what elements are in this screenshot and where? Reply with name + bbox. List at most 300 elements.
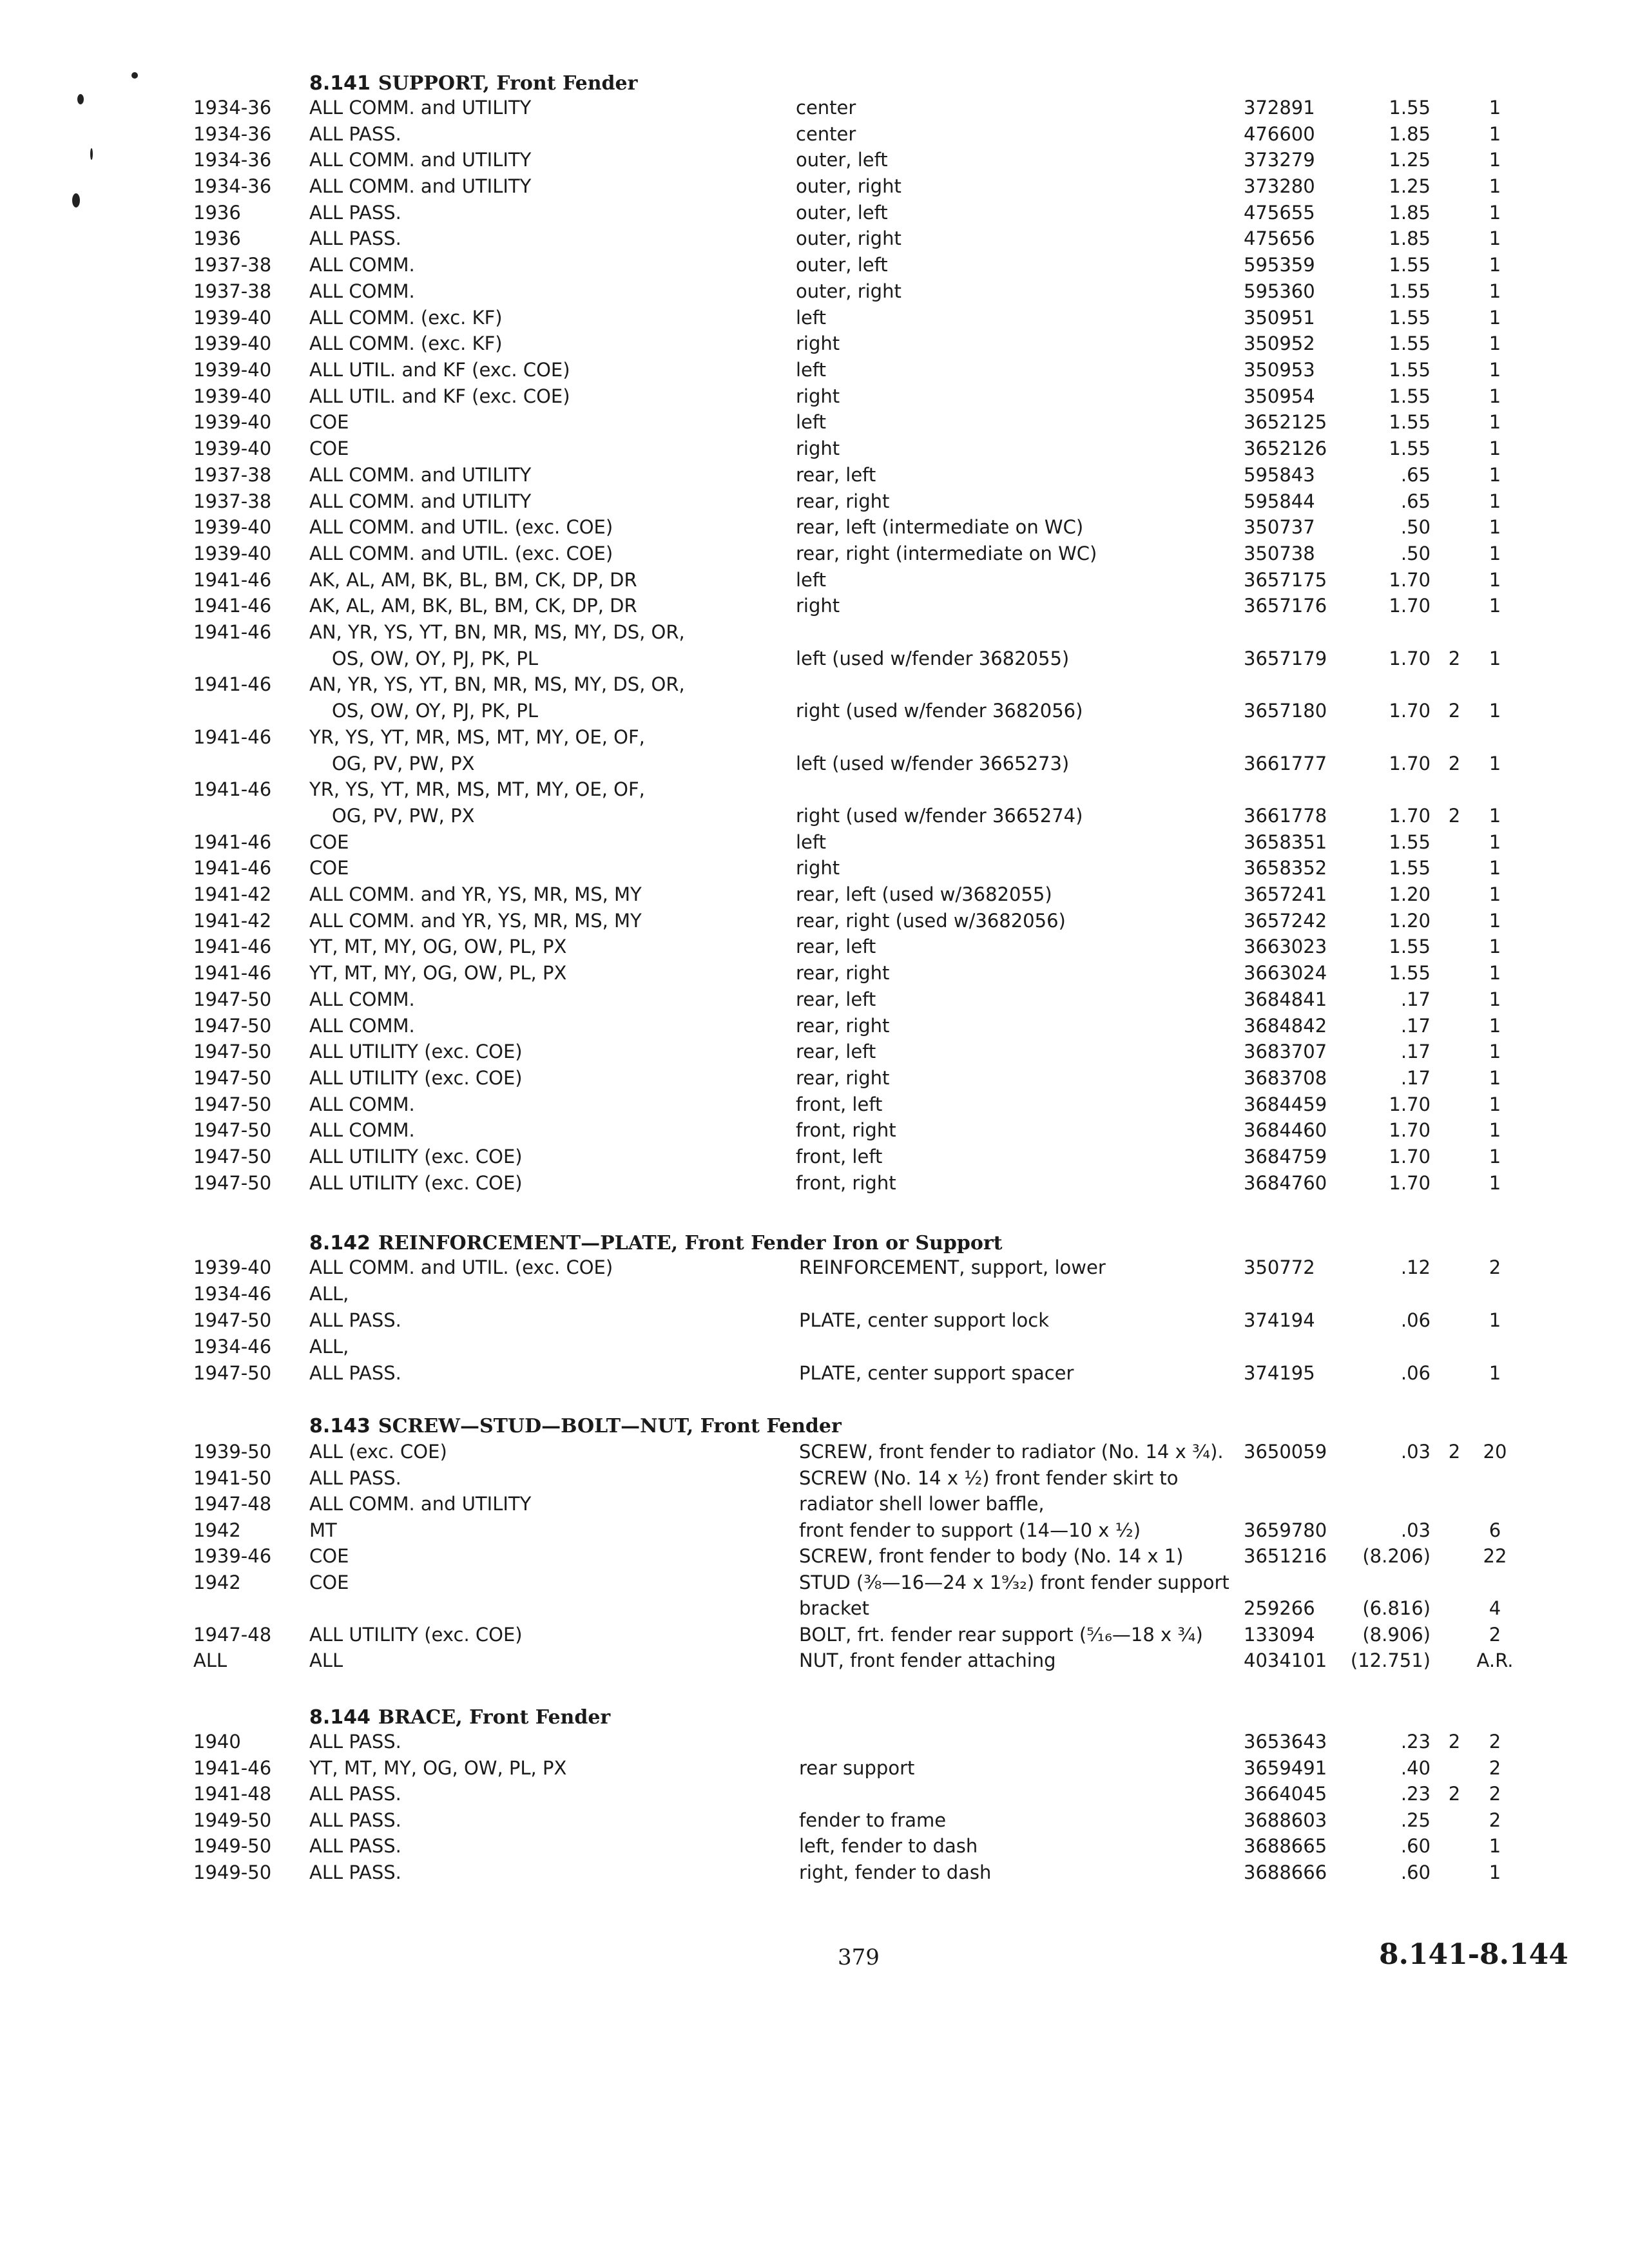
part-description: rear, right (intermediate on WC) bbox=[796, 543, 1097, 564]
list-price: 1.70 bbox=[1389, 648, 1431, 669]
model-applicability: ALL UTILITY (exc. COE) bbox=[309, 1624, 523, 1646]
part-number: 350954 bbox=[1244, 385, 1315, 407]
part-description: rear, left bbox=[796, 1041, 876, 1062]
model-years: 1942 bbox=[193, 1571, 241, 1593]
part-description: SCREW (No. 14 x ½) front fender skirt to bbox=[799, 1467, 1179, 1489]
parts-row bbox=[0, 1519, 1629, 1545]
model-applicability: ALL bbox=[309, 1649, 343, 1671]
list-price: .50 bbox=[1400, 516, 1431, 538]
part-number: 373280 bbox=[1244, 175, 1315, 197]
part-number: 3684841 bbox=[1244, 988, 1327, 1010]
model-years: 1941-46 bbox=[193, 569, 272, 591]
model-years: 1941-46 bbox=[193, 962, 272, 984]
part-number: 3650059 bbox=[1244, 1441, 1327, 1463]
model-applicability: ALL UTIL. and KF (exc. COE) bbox=[309, 385, 570, 407]
model-years: 1934-36 bbox=[193, 175, 272, 197]
qty-per-package: 1 bbox=[1489, 97, 1501, 119]
qty-per-unit: 2 bbox=[1448, 700, 1461, 722]
part-description: rear, right (used w/3682056) bbox=[796, 910, 1066, 932]
model-applicability: ALL PASS. bbox=[309, 1809, 401, 1831]
part-number: 3684460 bbox=[1244, 1119, 1327, 1141]
model-years: 1939-40 bbox=[193, 385, 272, 407]
model-years: 1949-50 bbox=[193, 1809, 272, 1831]
model-applicability: AK, AL, AM, BK, BL, BM, CK, DP, DR bbox=[309, 569, 637, 591]
model-years: 1934-36 bbox=[193, 123, 272, 145]
parts-row bbox=[0, 359, 1629, 385]
part-number: 3657179 bbox=[1244, 648, 1327, 669]
part-description: center bbox=[796, 97, 856, 119]
part-number: 3684459 bbox=[1244, 1093, 1327, 1115]
part-description: left bbox=[796, 831, 826, 853]
model-applicability: ALL UTILITY (exc. COE) bbox=[309, 1041, 523, 1062]
part-number: 373279 bbox=[1244, 149, 1315, 171]
parts-row bbox=[0, 831, 1629, 857]
part-description: front, right bbox=[796, 1119, 896, 1141]
list-price: 1.20 bbox=[1389, 910, 1431, 932]
part-number: 3652125 bbox=[1244, 411, 1327, 433]
list-price: (6.816) bbox=[1362, 1597, 1431, 1619]
model-applicability: ALL PASS. bbox=[309, 123, 401, 145]
part-description: SCREW, front fender to body (No. 14 x 1) bbox=[799, 1545, 1184, 1567]
qty-per-unit: 2 bbox=[1448, 1783, 1461, 1805]
model-applicability: ALL (exc. COE) bbox=[309, 1441, 447, 1463]
qty-per-unit: 2 bbox=[1448, 1441, 1461, 1463]
list-price: 1.70 bbox=[1389, 1172, 1431, 1194]
qty-per-package: 1 bbox=[1489, 595, 1501, 617]
parts-row bbox=[0, 202, 1629, 227]
model-years: 1934-46 bbox=[193, 1336, 272, 1358]
model-applicability: ALL COMM. and UTILITY bbox=[309, 464, 532, 486]
list-price: 1.85 bbox=[1389, 202, 1431, 224]
qty-per-package: 1 bbox=[1489, 883, 1501, 905]
qty-per-package: 1 bbox=[1489, 175, 1501, 197]
part-number: 3659780 bbox=[1244, 1519, 1327, 1541]
part-number: 350738 bbox=[1244, 543, 1315, 564]
part-description: outer, left bbox=[796, 202, 888, 224]
model-applicability: ALL COMM. and YR, YS, MR, MS, MY bbox=[309, 883, 642, 905]
model-applicability: ALL COMM. bbox=[309, 1015, 415, 1037]
part-number: 350953 bbox=[1244, 359, 1315, 381]
section-title: SUPPORT, Front Fender bbox=[378, 72, 638, 95]
list-price: 1.55 bbox=[1389, 332, 1431, 354]
model-years: 1941-50 bbox=[193, 1467, 272, 1489]
model-years: 1939-40 bbox=[193, 332, 272, 354]
qty-per-package: 2 bbox=[1489, 1809, 1501, 1831]
list-price: .17 bbox=[1400, 1067, 1431, 1089]
model-applicability: ALL COMM. bbox=[309, 1119, 415, 1141]
parts-row bbox=[0, 936, 1629, 961]
model-years: 1934-36 bbox=[193, 149, 272, 171]
part-number: 133094 bbox=[1244, 1624, 1315, 1646]
qty-per-package: 2 bbox=[1489, 1731, 1501, 1753]
model-years: 1947-50 bbox=[193, 1172, 272, 1194]
part-description: outer, right bbox=[796, 280, 901, 302]
model-years: 1939-46 bbox=[193, 1545, 272, 1567]
part-number: 475656 bbox=[1244, 227, 1315, 249]
qty-per-package: 1 bbox=[1489, 753, 1501, 774]
model-applicability: ALL COMM. and UTILITY bbox=[309, 1493, 532, 1515]
model-applicability: ALL COMM. bbox=[309, 988, 415, 1010]
model-applicability: MT bbox=[309, 1519, 337, 1541]
list-price: .17 bbox=[1400, 1015, 1431, 1037]
parts-row bbox=[0, 857, 1629, 883]
section-heading bbox=[309, 1706, 610, 1729]
parts-row bbox=[0, 1624, 1629, 1649]
parts-row bbox=[0, 1309, 1629, 1335]
qty-per-package: 1 bbox=[1489, 1119, 1501, 1141]
qty-per-package: 1 bbox=[1489, 307, 1501, 329]
qty-per-package: 1 bbox=[1489, 1309, 1501, 1331]
list-price: 1.25 bbox=[1389, 175, 1431, 197]
qty-per-package: 1 bbox=[1489, 254, 1501, 276]
model-years: 1941-46 bbox=[193, 673, 272, 695]
part-description: left bbox=[796, 569, 826, 591]
parts-row bbox=[0, 726, 1629, 774]
model-applicability: COE bbox=[309, 857, 349, 879]
model-applicability: ALL COMM. bbox=[309, 254, 415, 276]
part-description: rear, left (used w/3682055) bbox=[796, 883, 1052, 905]
part-description: front, left bbox=[796, 1093, 883, 1115]
qty-per-package: 1 bbox=[1489, 1362, 1501, 1384]
parts-row bbox=[0, 490, 1629, 516]
part-description: fender to frame bbox=[799, 1809, 947, 1831]
parts-row bbox=[0, 988, 1629, 1014]
list-price: 1.55 bbox=[1389, 411, 1431, 433]
part-number: 476600 bbox=[1244, 123, 1315, 145]
qty-per-package: 1 bbox=[1489, 700, 1501, 722]
list-price: .23 bbox=[1400, 1783, 1431, 1805]
parts-row bbox=[0, 1809, 1629, 1835]
part-description: rear, right bbox=[796, 962, 890, 984]
list-price: 1.55 bbox=[1389, 97, 1431, 119]
model-applicability: ALL UTILITY (exc. COE) bbox=[309, 1067, 523, 1089]
part-description: rear, left bbox=[796, 464, 876, 486]
list-price: 1.70 bbox=[1389, 569, 1431, 591]
part-number: 3684842 bbox=[1244, 1015, 1327, 1037]
model-applicability: YT, MT, MY, OG, OW, PL, PX bbox=[309, 936, 567, 957]
qty-per-package: 1 bbox=[1489, 385, 1501, 407]
qty-per-package: 1 bbox=[1489, 831, 1501, 853]
qty-per-package: 1 bbox=[1489, 123, 1501, 145]
parts-row bbox=[0, 1783, 1629, 1809]
part-number: 4034101 bbox=[1244, 1649, 1327, 1671]
qty-per-package: 1 bbox=[1489, 1146, 1501, 1168]
model-applicability: COE bbox=[309, 831, 349, 853]
model-applicability: ALL PASS. bbox=[309, 1861, 401, 1883]
part-number: 374194 bbox=[1244, 1309, 1315, 1331]
model-applicability: YT, MT, MY, OG, OW, PL, PX bbox=[309, 1757, 567, 1779]
parts-row bbox=[0, 1256, 1629, 1282]
parts-row bbox=[0, 464, 1629, 490]
model-years: 1941-46 bbox=[193, 831, 272, 853]
model-years: 1939-40 bbox=[193, 543, 272, 564]
part-number: 374195 bbox=[1244, 1362, 1315, 1384]
list-price: 1.20 bbox=[1389, 883, 1431, 905]
qty-per-package: 1 bbox=[1489, 569, 1501, 591]
qty-per-package: 22 bbox=[1483, 1545, 1507, 1567]
ink-speck bbox=[72, 193, 80, 207]
model-applicability: COE bbox=[309, 1571, 349, 1593]
part-number: 3651216 bbox=[1244, 1545, 1327, 1567]
part-description: left (used w/fender 3665273) bbox=[796, 753, 1070, 774]
qty-per-package: 1 bbox=[1489, 543, 1501, 564]
model-years: 1939-40 bbox=[193, 359, 272, 381]
parts-row bbox=[0, 778, 1629, 827]
ink-speck bbox=[77, 94, 84, 104]
part-number: 595360 bbox=[1244, 280, 1315, 302]
parts-row bbox=[0, 516, 1629, 542]
parts-row bbox=[0, 1493, 1629, 1519]
part-description: radiator shell lower baffle, bbox=[799, 1493, 1045, 1515]
model-applicability: ALL COMM. and UTILITY bbox=[309, 175, 532, 197]
part-description: outer, right bbox=[796, 227, 901, 249]
part-number: 3688603 bbox=[1244, 1809, 1327, 1831]
list-price: 1.55 bbox=[1389, 307, 1431, 329]
model-applicability: ALL COMM. (exc. KF) bbox=[309, 332, 503, 354]
part-number: 3688666 bbox=[1244, 1861, 1327, 1883]
model-years: 1941-42 bbox=[193, 883, 272, 905]
parts-row bbox=[0, 1041, 1629, 1066]
part-description: right (used w/fender 3665274) bbox=[796, 805, 1083, 827]
model-years: 1947-48 bbox=[193, 1493, 272, 1515]
model-years: 1939-40 bbox=[193, 516, 272, 538]
part-description: right bbox=[796, 595, 840, 617]
model-applicability: ALL COMM. and UTIL. (exc. COE) bbox=[309, 516, 613, 538]
model-years: 1941-46 bbox=[193, 621, 272, 643]
part-description: left bbox=[796, 307, 826, 329]
part-description: outer, left bbox=[796, 149, 888, 171]
qty-per-package: 6 bbox=[1489, 1519, 1501, 1541]
model-applicability: ALL COMM. and YR, YS, MR, MS, MY bbox=[309, 910, 642, 932]
list-price: .06 bbox=[1400, 1362, 1431, 1384]
part-description: right bbox=[796, 437, 840, 459]
list-price: 1.55 bbox=[1389, 359, 1431, 381]
model-years: 1939-40 bbox=[193, 411, 272, 433]
part-description: front, right bbox=[796, 1172, 896, 1194]
qty-per-package: 1 bbox=[1489, 648, 1501, 669]
model-years: 1947-50 bbox=[193, 1362, 272, 1384]
model-years: 1947-50 bbox=[193, 988, 272, 1010]
list-price: .17 bbox=[1400, 1041, 1431, 1062]
parts-row bbox=[0, 175, 1629, 201]
qty-per-package: 1 bbox=[1489, 227, 1501, 249]
qty-per-package: 2 bbox=[1489, 1256, 1501, 1278]
list-price: .06 bbox=[1400, 1309, 1431, 1331]
part-number: 3683708 bbox=[1244, 1067, 1327, 1089]
qty-per-unit: 2 bbox=[1448, 648, 1461, 669]
part-number: 350952 bbox=[1244, 332, 1315, 354]
qty-per-package: 1 bbox=[1489, 857, 1501, 879]
list-price: 1.70 bbox=[1389, 1093, 1431, 1115]
part-number: 3663023 bbox=[1244, 936, 1327, 957]
list-price: 1.70 bbox=[1389, 1146, 1431, 1168]
part-description: rear, right bbox=[796, 1067, 890, 1089]
parts-row bbox=[0, 1597, 1629, 1623]
model-years: 1941-46 bbox=[193, 936, 272, 957]
qty-per-package: 1 bbox=[1489, 1835, 1501, 1857]
model-applicability: ALL COMM. and UTILITY bbox=[309, 490, 532, 512]
parts-row bbox=[0, 1172, 1629, 1198]
parts-row bbox=[0, 1336, 1629, 1361]
section-number: 8.141 bbox=[309, 72, 371, 95]
list-price: .40 bbox=[1400, 1757, 1431, 1779]
part-description: BOLT, frt. fender rear support (⁵⁄₁₆—18 x ¾) bbox=[799, 1624, 1203, 1646]
parts-row bbox=[0, 1731, 1629, 1756]
qty-per-package: 1 bbox=[1489, 202, 1501, 224]
list-price: 1.55 bbox=[1389, 831, 1431, 853]
model-years: 1941-42 bbox=[193, 910, 272, 932]
model-applicability: YR, YS, YT, MR, MS, MT, MY, OE, OF, bbox=[309, 726, 645, 748]
part-description: bracket bbox=[799, 1597, 870, 1619]
model-years: 1947-50 bbox=[193, 1146, 272, 1168]
part-description: right bbox=[796, 332, 840, 354]
part-description: front, left bbox=[796, 1146, 883, 1168]
parts-row bbox=[0, 1441, 1629, 1466]
parts-row bbox=[0, 883, 1629, 909]
list-price: 1.55 bbox=[1389, 936, 1431, 957]
model-years: 1934-36 bbox=[193, 97, 272, 119]
part-description: outer, left bbox=[796, 254, 888, 276]
section-number: 8.143 bbox=[309, 1415, 371, 1437]
parts-row bbox=[0, 910, 1629, 936]
model-years: 1939-40 bbox=[193, 1256, 272, 1278]
model-applicability: ALL PASS. bbox=[309, 1783, 401, 1805]
part-number: 3663024 bbox=[1244, 962, 1327, 984]
part-description: SCREW, front fender to radiator (No. 14 x ¾). bbox=[799, 1441, 1224, 1463]
part-number: 3683707 bbox=[1244, 1041, 1327, 1062]
list-price: .50 bbox=[1400, 543, 1431, 564]
part-number: 350951 bbox=[1244, 307, 1315, 329]
parts-row bbox=[0, 1146, 1629, 1171]
part-description: right (used w/fender 3682056) bbox=[796, 700, 1083, 722]
parts-row bbox=[0, 543, 1629, 568]
parts-row bbox=[0, 1015, 1629, 1041]
list-price: 1.70 bbox=[1389, 1119, 1431, 1141]
part-number: 3657175 bbox=[1244, 569, 1327, 591]
parts-row bbox=[0, 1362, 1629, 1388]
part-description: NUT, front fender attaching bbox=[799, 1649, 1056, 1671]
model-applicability: ALL PASS. bbox=[309, 1309, 401, 1331]
qty-per-unit: 2 bbox=[1448, 1731, 1461, 1753]
model-applicability-cont: OG, PV, PW, PX bbox=[332, 805, 475, 827]
model-applicability: ALL PASS. bbox=[309, 1731, 401, 1753]
model-years: 1941-46 bbox=[193, 857, 272, 879]
list-price: (8.906) bbox=[1362, 1624, 1431, 1646]
parts-row bbox=[0, 569, 1629, 595]
qty-per-package: 1 bbox=[1489, 962, 1501, 984]
ink-speck bbox=[131, 72, 138, 79]
model-years: 1947-50 bbox=[193, 1119, 272, 1141]
list-price: 1.70 bbox=[1389, 805, 1431, 827]
model-applicability: ALL PASS. bbox=[309, 1835, 401, 1857]
qty-per-package: 1 bbox=[1489, 332, 1501, 354]
qty-per-package: 2 bbox=[1489, 1783, 1501, 1805]
model-applicability: ALL, bbox=[309, 1283, 349, 1305]
parts-row bbox=[0, 1649, 1629, 1675]
part-number: 372891 bbox=[1244, 97, 1315, 119]
parts-row bbox=[0, 149, 1629, 175]
qty-per-package: 1 bbox=[1489, 280, 1501, 302]
model-applicability: ALL PASS. bbox=[309, 202, 401, 224]
part-number: 595843 bbox=[1244, 464, 1315, 486]
ink-speck bbox=[90, 148, 93, 160]
page-number: 379 bbox=[838, 1945, 880, 1970]
model-years: 1947-50 bbox=[193, 1041, 272, 1062]
model-years: 1941-48 bbox=[193, 1783, 272, 1805]
qty-per-package: 1 bbox=[1489, 437, 1501, 459]
qty-per-package: 1 bbox=[1489, 1093, 1501, 1115]
model-applicability: AK, AL, AM, BK, BL, BM, CK, DP, DR bbox=[309, 595, 637, 617]
qty-per-package: 1 bbox=[1489, 516, 1501, 538]
list-price: 1.55 bbox=[1389, 385, 1431, 407]
qty-per-package: 1 bbox=[1489, 1172, 1501, 1194]
parts-row bbox=[0, 385, 1629, 411]
section-range: 8.141-8.144 bbox=[1379, 1938, 1568, 1971]
model-years: 1942 bbox=[193, 1519, 241, 1541]
part-description: rear, right bbox=[796, 490, 890, 512]
qty-per-unit: 2 bbox=[1448, 805, 1461, 827]
model-years: 1937-38 bbox=[193, 490, 272, 512]
parts-row bbox=[0, 1835, 1629, 1861]
model-applicability: COE bbox=[309, 437, 349, 459]
qty-per-package: 20 bbox=[1483, 1441, 1507, 1463]
qty-per-package: 1 bbox=[1489, 936, 1501, 957]
part-description: center bbox=[796, 123, 856, 145]
part-description: left, fender to dash bbox=[799, 1835, 978, 1857]
part-number: 350772 bbox=[1244, 1256, 1315, 1278]
model-applicability: ALL COMM. bbox=[309, 280, 415, 302]
parts-row bbox=[0, 673, 1629, 722]
part-number: 475655 bbox=[1244, 202, 1315, 224]
qty-per-package: 1 bbox=[1489, 359, 1501, 381]
list-price: 1.85 bbox=[1389, 123, 1431, 145]
list-price: 1.55 bbox=[1389, 280, 1431, 302]
qty-per-package: 1 bbox=[1489, 910, 1501, 932]
part-description: PLATE, center support lock bbox=[799, 1309, 1049, 1331]
model-years: 1934-46 bbox=[193, 1283, 272, 1305]
model-years: 1941-46 bbox=[193, 595, 272, 617]
part-number: 3658352 bbox=[1244, 857, 1327, 879]
parts-row bbox=[0, 123, 1629, 149]
model-years: 1947-50 bbox=[193, 1015, 272, 1037]
model-applicability: ALL PASS. bbox=[309, 1362, 401, 1384]
model-years: 1949-50 bbox=[193, 1835, 272, 1857]
model-years: 1947-50 bbox=[193, 1067, 272, 1089]
model-years: 1937-38 bbox=[193, 464, 272, 486]
qty-per-package: 1 bbox=[1489, 149, 1501, 171]
model-years: 1937-38 bbox=[193, 280, 272, 302]
part-number: 3664045 bbox=[1244, 1783, 1327, 1805]
parts-row bbox=[0, 962, 1629, 988]
model-applicability: ALL UTIL. and KF (exc. COE) bbox=[309, 359, 570, 381]
part-number: 3658351 bbox=[1244, 831, 1327, 853]
model-applicability: YT, MT, MY, OG, OW, PL, PX bbox=[309, 962, 567, 984]
part-description: right, fender to dash bbox=[799, 1861, 992, 1883]
parts-row bbox=[0, 97, 1629, 122]
model-applicability: ALL COMM. and UTILITY bbox=[309, 97, 532, 119]
model-applicability: ALL COMM. and UTIL. (exc. COE) bbox=[309, 543, 613, 564]
model-years: 1937-38 bbox=[193, 254, 272, 276]
parts-row bbox=[0, 1093, 1629, 1119]
part-number: 259266 bbox=[1244, 1597, 1315, 1619]
part-number: 595359 bbox=[1244, 254, 1315, 276]
list-price: .60 bbox=[1400, 1835, 1431, 1857]
qty-per-package: 1 bbox=[1489, 1067, 1501, 1089]
part-description: rear, left (intermediate on WC) bbox=[796, 516, 1084, 538]
parts-row bbox=[0, 595, 1629, 620]
qty-per-package: 1 bbox=[1489, 464, 1501, 486]
model-applicability: COE bbox=[309, 1545, 349, 1567]
